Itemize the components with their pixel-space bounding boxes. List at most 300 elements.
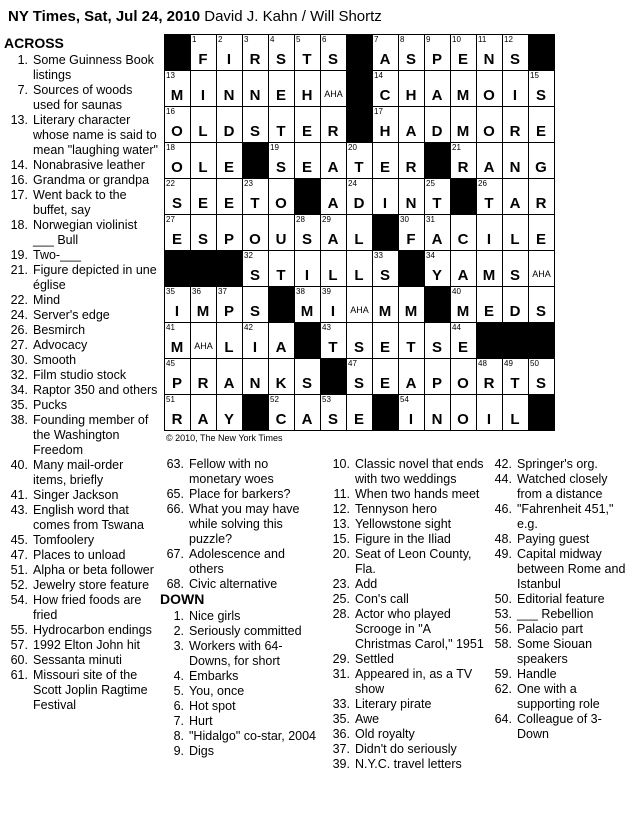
clue-text: Nice girls — [189, 609, 241, 623]
grid-cell[interactable] — [424, 34, 451, 71]
cell-letter: A — [483, 159, 496, 176]
clue-number: 13. — [10, 113, 28, 127]
grid-cell[interactable] — [268, 322, 295, 359]
clue-number: 41. — [10, 488, 28, 502]
cell-letter: S — [249, 267, 261, 284]
cell-number: 11 — [478, 35, 487, 44]
grid-cell[interactable] — [450, 214, 477, 251]
grid-cell[interactable] — [476, 286, 503, 323]
clue-number: 16. — [10, 173, 28, 187]
grid-cell[interactable] — [268, 142, 295, 179]
grid-cell[interactable] — [216, 358, 243, 395]
grid-cell[interactable] — [372, 250, 399, 287]
clue-item — [4, 668, 159, 713]
cell-letter: I — [486, 411, 493, 428]
grid-cell[interactable] — [372, 106, 399, 143]
grid-cell[interactable] — [346, 358, 373, 395]
grid-cell[interactable] — [268, 70, 295, 107]
clue-number: 38. — [10, 413, 28, 427]
cell-number: 44 — [452, 323, 461, 332]
grid-cell[interactable] — [372, 358, 399, 395]
grid-cell[interactable] — [450, 394, 477, 431]
grid-cell[interactable] — [398, 214, 425, 251]
cell-letter: P — [431, 375, 443, 392]
cell-letter: M — [456, 303, 471, 320]
grid-block — [294, 178, 321, 215]
grid-cell[interactable] — [528, 106, 555, 143]
grid-cell[interactable] — [398, 34, 425, 71]
cell-letter: I — [330, 303, 337, 320]
clue-item — [326, 727, 486, 742]
cell-letter: D — [353, 195, 366, 212]
grid-cell[interactable] — [450, 106, 477, 143]
clue-text: Colleague of 3-Down — [517, 712, 602, 741]
cell-letter: M — [196, 303, 211, 320]
cell-letter: I — [304, 267, 311, 284]
cell-number: 43 — [322, 323, 331, 332]
grid-block — [294, 322, 321, 359]
grid-cell[interactable] — [398, 142, 425, 179]
clue-number: 59. — [494, 667, 512, 681]
grid-cell[interactable] — [320, 322, 347, 359]
clue-item — [326, 742, 486, 757]
cell-letter: E — [535, 123, 547, 140]
cell-letter: O — [483, 123, 496, 140]
clue-item — [160, 684, 320, 699]
cell-number: 13 — [166, 71, 175, 80]
cell-letter: N — [223, 87, 236, 104]
grid-cell[interactable] — [476, 70, 503, 107]
clue-number: 31. — [332, 667, 350, 681]
clue-number: 21. — [10, 263, 28, 277]
grid-cell[interactable] — [190, 286, 217, 323]
cell-number: 5 — [296, 35, 301, 44]
grid-cell[interactable] — [476, 394, 503, 431]
clue-text: Literary pirate — [355, 697, 432, 711]
cell-letter: M — [404, 303, 419, 320]
grid-cell[interactable] — [268, 394, 295, 431]
grid-cell[interactable] — [242, 34, 269, 71]
grid-cell[interactable] — [268, 358, 295, 395]
grid-cell[interactable] — [216, 142, 243, 179]
grid-cell[interactable] — [216, 394, 243, 431]
grid-cell[interactable] — [528, 250, 555, 287]
cell-number: 26 — [478, 179, 487, 188]
clue-number: 66. — [166, 502, 184, 516]
cell-letter: S — [275, 51, 287, 68]
cell-letter: M — [482, 267, 497, 284]
clue-text: Alpha or beta follower — [33, 563, 154, 577]
clue-text: Con's call — [355, 592, 409, 606]
grid-cell[interactable] — [450, 358, 477, 395]
cell-letter: E — [223, 195, 235, 212]
grid-cell[interactable] — [476, 358, 503, 395]
clue-number: 11. — [333, 487, 350, 501]
grid-cell[interactable] — [320, 286, 347, 323]
grid-cell[interactable] — [476, 142, 503, 179]
grid-cell[interactable] — [502, 106, 529, 143]
cell-letter: S — [249, 123, 261, 140]
grid-cell[interactable] — [190, 106, 217, 143]
cell-number: 25 — [426, 179, 435, 188]
cell-letter: N — [249, 87, 262, 104]
cell-letter: AHA — [350, 305, 369, 315]
grid-cell[interactable] — [242, 358, 269, 395]
grid-cell[interactable] — [294, 214, 321, 251]
cell-letter: A — [327, 231, 340, 248]
clue-text: Place for barkers? — [189, 487, 291, 501]
cell-number: 18 — [166, 143, 175, 152]
cell-number: 39 — [322, 287, 331, 296]
cell-letter: S — [353, 339, 365, 356]
grid-cell[interactable] — [424, 214, 451, 251]
clue-text: Singer Jackson — [33, 488, 119, 502]
cell-letter: C — [457, 231, 470, 248]
grid-cell[interactable] — [164, 358, 191, 395]
cell-number: 24 — [348, 179, 357, 188]
grid-cell[interactable] — [320, 142, 347, 179]
cell-letter: O — [275, 195, 288, 212]
clue-text: Handle — [517, 667, 557, 681]
grid-cell[interactable] — [398, 322, 425, 359]
clue-text: Literary character whose name is said to mean "laughing water" — [33, 113, 158, 157]
grid-cell[interactable] — [294, 250, 321, 287]
cell-letter: F — [198, 51, 209, 68]
grid-cell[interactable] — [294, 394, 321, 431]
clue-text: Old royalty — [355, 727, 415, 741]
cell-letter: R — [171, 411, 184, 428]
grid-cell[interactable] — [268, 214, 295, 251]
clue-item — [488, 607, 628, 622]
grid-cell[interactable] — [268, 178, 295, 215]
clue-number: 14. — [10, 158, 28, 172]
grid-cell[interactable] — [450, 322, 477, 359]
cell-letter: I — [512, 87, 519, 104]
grid-cell[interactable] — [242, 250, 269, 287]
cell-letter: A — [405, 123, 418, 140]
grid-cell[interactable] — [528, 286, 555, 323]
grid-cell[interactable] — [528, 358, 555, 395]
grid-cell[interactable] — [216, 34, 243, 71]
grid-cell[interactable] — [372, 178, 399, 215]
grid-block — [164, 34, 191, 71]
grid-cell[interactable] — [242, 106, 269, 143]
clue-number: 20. — [332, 547, 350, 561]
grid-cell[interactable] — [216, 106, 243, 143]
clue-text: Server's edge — [33, 308, 110, 322]
clue-text: How fried foods are fried — [33, 593, 142, 622]
clue-item — [160, 714, 320, 729]
clue-number: 4. — [173, 669, 184, 683]
grid-cell[interactable] — [190, 34, 217, 71]
grid-cell[interactable] — [320, 34, 347, 71]
clue-number: 17. — [10, 188, 28, 202]
grid-cell[interactable] — [346, 394, 373, 431]
clue-item — [4, 383, 159, 398]
cell-letter: E — [171, 231, 183, 248]
grid-cell[interactable] — [346, 178, 373, 215]
grid-cell[interactable] — [424, 394, 451, 431]
across-heading: ACROSS — [4, 35, 64, 51]
grid-cell[interactable] — [216, 214, 243, 251]
publication-title: NY Times, Sat, Jul 24, 2010 — [8, 8, 201, 25]
cell-number: 50 — [530, 359, 539, 368]
clue-text: Embarks — [189, 669, 239, 683]
grid-cell[interactable] — [502, 394, 529, 431]
clue-text: Nonabrasive leather — [33, 158, 145, 172]
clue-item — [4, 113, 159, 158]
clue-number: 45. — [10, 533, 28, 547]
grid-cell[interactable] — [424, 178, 451, 215]
clue-item — [488, 622, 628, 637]
clue-item — [4, 83, 159, 113]
grid-cell[interactable] — [450, 34, 477, 71]
grid-cell[interactable] — [242, 178, 269, 215]
grid-cell[interactable] — [242, 214, 269, 251]
grid-cell[interactable] — [372, 322, 399, 359]
grid-cell[interactable] — [424, 358, 451, 395]
clue-text: Pucks — [33, 398, 68, 412]
clue-number: 63. — [166, 457, 184, 471]
clue-number: 15. — [332, 532, 350, 546]
grid-cell[interactable] — [476, 34, 503, 71]
cell-number: 10 — [452, 35, 461, 44]
grid-cell[interactable] — [528, 142, 555, 179]
grid-cell[interactable] — [424, 322, 451, 359]
cell-letter: S — [535, 303, 547, 320]
grid-cell[interactable] — [242, 286, 269, 323]
grid-cell[interactable] — [398, 358, 425, 395]
grid-cell[interactable] — [346, 214, 373, 251]
clue-number: 26. — [10, 323, 28, 337]
grid-cell[interactable] — [190, 142, 217, 179]
cell-number: 23 — [244, 179, 253, 188]
grid-cell[interactable] — [398, 178, 425, 215]
grid-cell[interactable] — [450, 250, 477, 287]
clue-text: Palacio part — [517, 622, 584, 636]
grid-cell[interactable] — [268, 106, 295, 143]
grid-block — [346, 106, 373, 143]
clue-number: 47. — [10, 548, 28, 562]
clue-item — [160, 547, 320, 577]
cell-letter: I — [252, 339, 259, 356]
clue-text: Yellowstone sight — [355, 517, 452, 531]
grid-cell[interactable] — [190, 322, 217, 359]
clue-item — [4, 503, 159, 533]
grid-cell[interactable] — [372, 70, 399, 107]
cell-letter: S — [249, 303, 261, 320]
grid-cell[interactable] — [424, 250, 451, 287]
cell-letter: P — [223, 231, 235, 248]
cell-letter: Y — [223, 411, 235, 428]
grid-cell[interactable] — [320, 394, 347, 431]
grid-cell[interactable] — [424, 106, 451, 143]
grid-cell[interactable] — [164, 394, 191, 431]
grid-cell[interactable] — [164, 214, 191, 251]
cell-letter: A — [275, 339, 288, 356]
clue-item — [326, 502, 486, 517]
clue-text: N.Y.C. travel letters — [355, 757, 462, 771]
grid-cell[interactable] — [216, 286, 243, 323]
grid-cell[interactable] — [372, 142, 399, 179]
grid-cell[interactable] — [476, 178, 503, 215]
clue-text: You, once — [189, 684, 245, 698]
clue-number: 57. — [10, 638, 28, 652]
grid-cell[interactable] — [372, 286, 399, 323]
grid-cell[interactable] — [528, 178, 555, 215]
grid-cell[interactable] — [164, 178, 191, 215]
clue-text: Tennyson hero — [355, 502, 438, 516]
cell-letter: M — [300, 303, 315, 320]
cell-letter: R — [535, 195, 548, 212]
cell-number: 42 — [244, 323, 253, 332]
grid-cell[interactable] — [164, 106, 191, 143]
grid-cell[interactable] — [450, 70, 477, 107]
clue-item — [160, 699, 320, 714]
grid-cell[interactable] — [502, 358, 529, 395]
clue-item — [4, 653, 159, 668]
cell-letter: N — [249, 375, 262, 392]
grid-cell[interactable] — [528, 70, 555, 107]
grid-cell[interactable] — [216, 70, 243, 107]
clue-item — [4, 413, 159, 458]
clue-number: 32. — [10, 368, 28, 382]
cell-letter: A — [431, 231, 444, 248]
cell-letter: T — [484, 195, 495, 212]
cell-letter: N — [431, 411, 444, 428]
grid-cell[interactable] — [190, 394, 217, 431]
clue-item — [160, 639, 320, 669]
cell-letter: G — [535, 159, 548, 176]
grid-cell[interactable] — [190, 178, 217, 215]
grid-cell[interactable] — [476, 250, 503, 287]
grid-cell[interactable] — [502, 250, 529, 287]
clue-text: Jewelry store feature — [33, 578, 150, 592]
cell-number: 33 — [374, 251, 383, 260]
across-clue-list — [4, 53, 159, 713]
grid-cell[interactable] — [502, 142, 529, 179]
grid-cell[interactable] — [320, 178, 347, 215]
grid-cell[interactable] — [346, 286, 373, 323]
clue-text: Raptor 350 and others — [33, 383, 158, 397]
grid-cell[interactable] — [320, 106, 347, 143]
clue-item — [326, 487, 486, 502]
cell-letter: D — [431, 123, 444, 140]
clue-text: Figure in the Iliad — [355, 532, 451, 546]
grid-cell[interactable] — [372, 34, 399, 71]
grid-cell[interactable] — [502, 70, 529, 107]
grid-cell[interactable] — [216, 322, 243, 359]
grid-cell[interactable] — [294, 142, 321, 179]
grid-cell[interactable] — [398, 70, 425, 107]
grid-cell[interactable] — [216, 178, 243, 215]
grid-cell[interactable] — [398, 106, 425, 143]
clue-text: Norwegian violinist ___ Bull — [33, 218, 138, 247]
cell-letter: O — [483, 87, 496, 104]
cell-letter: K — [275, 375, 288, 392]
cell-letter: P — [223, 303, 235, 320]
grid-cell[interactable] — [320, 214, 347, 251]
clue-text: Hurt — [189, 714, 213, 728]
grid-cell[interactable] — [450, 142, 477, 179]
cell-number: 17 — [374, 107, 383, 116]
grid-cell[interactable] — [164, 322, 191, 359]
grid-block — [242, 142, 269, 179]
grid-cell[interactable] — [242, 70, 269, 107]
cell-letter: A — [327, 195, 340, 212]
cell-letter: M — [170, 339, 185, 356]
cell-letter: H — [301, 87, 314, 104]
grid-cell[interactable] — [268, 250, 295, 287]
grid-cell[interactable] — [502, 214, 529, 251]
grid-cell[interactable] — [346, 142, 373, 179]
grid-cell[interactable] — [320, 70, 347, 107]
grid-cell[interactable] — [190, 70, 217, 107]
cell-number: 51 — [166, 395, 175, 404]
grid-cell[interactable] — [268, 34, 295, 71]
grid-cell[interactable] — [502, 286, 529, 323]
grid-cell[interactable] — [528, 214, 555, 251]
clue-number: 9. — [173, 744, 184, 758]
clue-item — [4, 548, 159, 563]
grid-cell[interactable] — [164, 142, 191, 179]
cell-letter: S — [379, 267, 391, 284]
grid-cell[interactable] — [502, 178, 529, 215]
grid-cell[interactable] — [294, 358, 321, 395]
clue-item — [326, 547, 486, 577]
clue-number: 5. — [173, 684, 184, 698]
clue-item — [4, 308, 159, 323]
clue-item — [160, 669, 320, 684]
grid-cell[interactable] — [398, 286, 425, 323]
grid-cell[interactable] — [164, 70, 191, 107]
clue-item — [160, 609, 320, 624]
grid-cell[interactable] — [476, 214, 503, 251]
clue-item — [160, 577, 320, 592]
clue-item — [488, 712, 628, 742]
grid-cell[interactable] — [190, 214, 217, 251]
grid-cell[interactable] — [346, 322, 373, 359]
grid-cell[interactable] — [190, 358, 217, 395]
grid-cell[interactable] — [294, 34, 321, 71]
grid-cell[interactable] — [398, 394, 425, 431]
cell-number: 49 — [504, 359, 513, 368]
clue-text: Classic novel that ends with two weddings — [355, 457, 484, 486]
grid-cell[interactable] — [502, 34, 529, 71]
cell-letter: R — [197, 375, 210, 392]
grid-cell[interactable] — [294, 286, 321, 323]
cell-number: 41 — [166, 323, 175, 332]
grid-cell[interactable] — [424, 70, 451, 107]
copyright-notice: © 2010, The New York Times — [166, 433, 283, 443]
cell-letter: M — [456, 123, 471, 140]
grid-cell[interactable] — [450, 286, 477, 323]
grid-cell[interactable] — [294, 106, 321, 143]
grid-cell[interactable] — [320, 250, 347, 287]
cell-letter: L — [354, 267, 365, 284]
grid-cell[interactable] — [242, 322, 269, 359]
cell-letter: I — [200, 87, 207, 104]
clue-item — [160, 744, 320, 759]
grid-cell[interactable] — [294, 70, 321, 107]
clue-text: Editorial feature — [517, 592, 605, 606]
grid-cell[interactable] — [476, 106, 503, 143]
cell-letter: S — [509, 267, 521, 284]
cell-letter: A — [457, 267, 470, 284]
grid-cell[interactable] — [164, 286, 191, 323]
grid-cell[interactable] — [346, 250, 373, 287]
clue-text: Actor who played Scrooge in "A Christmas Carol," 1951 — [355, 607, 484, 651]
